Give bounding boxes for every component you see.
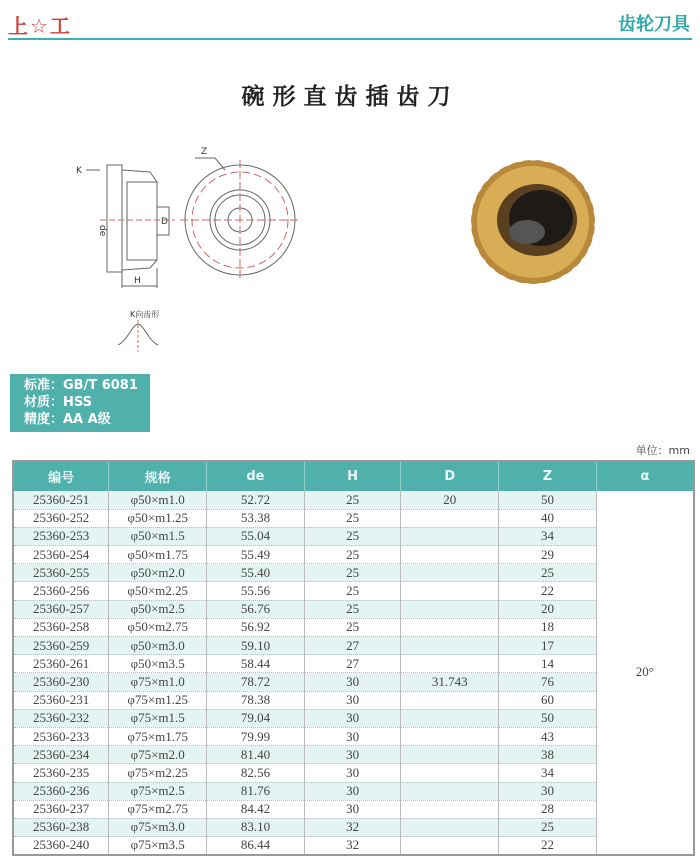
spec-box bbox=[10, 374, 150, 432]
table-cell: 25360-240 bbox=[13, 837, 109, 855]
table-cell: φ50×m2.25 bbox=[109, 582, 207, 600]
table-cell: 25 bbox=[304, 546, 401, 564]
table-cell: 79.04 bbox=[207, 709, 305, 727]
table-cell: 83.10 bbox=[207, 818, 305, 836]
table-cell: φ75×m2.25 bbox=[109, 764, 207, 782]
table-cell bbox=[401, 691, 499, 709]
table-cell: 31.743 bbox=[401, 673, 499, 691]
table-cell: 27 bbox=[304, 637, 401, 655]
table-cell: 32 bbox=[304, 818, 401, 836]
table-cell: 25360-257 bbox=[13, 600, 109, 618]
table-cell: 14 bbox=[499, 655, 597, 673]
table-row bbox=[13, 509, 694, 527]
table-cell: 25 bbox=[304, 582, 401, 600]
unit-label: 单位：mm bbox=[635, 444, 690, 457]
table-cell: φ75×m2.5 bbox=[109, 782, 207, 800]
table-cell: φ50×m1.25 bbox=[109, 509, 207, 527]
table-row bbox=[13, 709, 694, 727]
alpha-cell: 20° bbox=[596, 491, 694, 855]
label-de: de bbox=[97, 225, 107, 237]
table-row bbox=[13, 764, 694, 782]
label-k: K bbox=[76, 166, 82, 176]
table-cell: φ50×m1.5 bbox=[109, 527, 207, 545]
table-cell: 25360-233 bbox=[13, 727, 109, 745]
table-cell: φ75×m2.0 bbox=[109, 746, 207, 764]
table-cell: 50 bbox=[499, 491, 597, 509]
table-cell: φ50×m2.0 bbox=[109, 564, 207, 582]
table-cell: 25360-259 bbox=[13, 637, 109, 655]
table-row bbox=[13, 691, 694, 709]
table-row bbox=[13, 600, 694, 618]
table-cell bbox=[401, 709, 499, 727]
precision: 精度：AA A级 bbox=[24, 412, 111, 427]
page-title: 碗形直齿插齿刀 bbox=[241, 84, 459, 110]
table-cell: 79.99 bbox=[207, 727, 305, 745]
table-cell: 60 bbox=[499, 691, 597, 709]
table-cell: 25360-254 bbox=[13, 546, 109, 564]
table-cell: 25360-252 bbox=[13, 509, 109, 527]
table-cell: 78.38 bbox=[207, 691, 305, 709]
material: 材质：HSS bbox=[24, 395, 93, 410]
table-row bbox=[13, 746, 694, 764]
table-cell: 32 bbox=[304, 837, 401, 855]
table-cell: φ75×m1.5 bbox=[109, 709, 207, 727]
table-cell: 43 bbox=[499, 727, 597, 745]
category-title: 齿轮刀具 bbox=[618, 14, 690, 35]
table-cell: 25 bbox=[304, 509, 401, 527]
table-cell: φ75×m1.75 bbox=[109, 727, 207, 745]
table-cell: 25360-251 bbox=[13, 491, 109, 509]
header-divider bbox=[8, 38, 692, 40]
table-cell bbox=[401, 837, 499, 855]
table-row bbox=[13, 618, 694, 636]
table-cell: 30 bbox=[304, 764, 401, 782]
table-cell: 25 bbox=[499, 818, 597, 836]
table-cell: 81.76 bbox=[207, 782, 305, 800]
table-cell bbox=[401, 600, 499, 618]
table-cell: 25360-255 bbox=[13, 564, 109, 582]
table-row bbox=[13, 527, 694, 545]
table-cell: 25360-231 bbox=[13, 691, 109, 709]
table-cell: 84.42 bbox=[207, 800, 305, 818]
table-cell bbox=[401, 546, 499, 564]
table-cell: 18 bbox=[499, 618, 597, 636]
table-cell: φ50×m1.75 bbox=[109, 546, 207, 564]
table-cell: 25360-235 bbox=[13, 764, 109, 782]
table-cell: 25360-256 bbox=[13, 582, 109, 600]
table-cell: φ50×m2.5 bbox=[109, 600, 207, 618]
table-cell: 55.56 bbox=[207, 582, 305, 600]
table-cell: φ50×m3.5 bbox=[109, 655, 207, 673]
table-row bbox=[13, 800, 694, 818]
column-header: 规格 bbox=[109, 461, 207, 491]
table-cell: 50 bbox=[499, 709, 597, 727]
table-cell: 22 bbox=[499, 582, 597, 600]
table-cell bbox=[401, 782, 499, 800]
table-cell: 29 bbox=[499, 546, 597, 564]
table-cell: 56.76 bbox=[207, 600, 305, 618]
table-cell: 78.72 bbox=[207, 673, 305, 691]
table-cell: 22 bbox=[499, 837, 597, 855]
table-row bbox=[13, 637, 694, 655]
table-cell: 25360-230 bbox=[13, 673, 109, 691]
table-cell: φ75×m1.0 bbox=[109, 673, 207, 691]
table-cell bbox=[401, 818, 499, 836]
table-cell bbox=[401, 564, 499, 582]
table-cell: φ75×m3.5 bbox=[109, 837, 207, 855]
table-cell: 25360-253 bbox=[13, 527, 109, 545]
product-photo-gear-cutter bbox=[465, 150, 605, 290]
table-cell: 25360-258 bbox=[13, 618, 109, 636]
spec-table bbox=[12, 460, 695, 856]
table-cell: φ75×m1.25 bbox=[109, 691, 207, 709]
table-cell: 55.40 bbox=[207, 564, 305, 582]
table-row bbox=[13, 837, 694, 855]
table-cell: 30 bbox=[304, 709, 401, 727]
table-row bbox=[13, 673, 694, 691]
table-cell: φ50×m3.0 bbox=[109, 637, 207, 655]
table-cell: 34 bbox=[499, 527, 597, 545]
table-cell bbox=[401, 527, 499, 545]
table-cell: 28 bbox=[499, 800, 597, 818]
table-cell: 25360-236 bbox=[13, 782, 109, 800]
table-cell: 30 bbox=[304, 673, 401, 691]
table-row bbox=[13, 546, 694, 564]
table-cell: 30 bbox=[499, 782, 597, 800]
table-cell: 20 bbox=[499, 600, 597, 618]
table-row bbox=[13, 782, 694, 800]
table-cell: φ75×m2.75 bbox=[109, 800, 207, 818]
table-cell: 58.44 bbox=[207, 655, 305, 673]
table-cell: 30 bbox=[304, 782, 401, 800]
table-cell: 25 bbox=[304, 564, 401, 582]
standard: 标准：GB/T 6081 bbox=[24, 378, 138, 393]
table-cell: 82.56 bbox=[207, 764, 305, 782]
table-cell: 25 bbox=[304, 618, 401, 636]
table-cell: 25 bbox=[499, 564, 597, 582]
table-cell: 86.44 bbox=[207, 837, 305, 855]
table-cell: 34 bbox=[499, 764, 597, 782]
table-cell: 25360-238 bbox=[13, 818, 109, 836]
table-cell: 25360-237 bbox=[13, 800, 109, 818]
column-header: de bbox=[207, 461, 305, 491]
table-cell: 25360-261 bbox=[13, 655, 109, 673]
label-profile: K向齿形 bbox=[130, 310, 160, 319]
column-header: H bbox=[304, 461, 401, 491]
table-cell: 81.40 bbox=[207, 746, 305, 764]
table-cell bbox=[401, 582, 499, 600]
table-cell: 40 bbox=[499, 509, 597, 527]
label-d: D bbox=[161, 217, 168, 227]
table-cell: 25360-232 bbox=[13, 709, 109, 727]
table-cell: 56.92 bbox=[207, 618, 305, 636]
table-cell: 30 bbox=[304, 691, 401, 709]
table-cell: φ75×m3.0 bbox=[109, 818, 207, 836]
table-cell: φ50×m2.75 bbox=[109, 618, 207, 636]
column-header: 编号 bbox=[13, 461, 109, 491]
table-cell: 30 bbox=[304, 727, 401, 745]
table-cell bbox=[401, 618, 499, 636]
table-cell: 55.49 bbox=[207, 546, 305, 564]
table-cell: 55.04 bbox=[207, 527, 305, 545]
table-cell bbox=[401, 655, 499, 673]
column-header: α bbox=[596, 461, 694, 491]
table-cell: 38 bbox=[499, 746, 597, 764]
technical-drawing bbox=[60, 140, 320, 360]
table-cell bbox=[401, 800, 499, 818]
label-h: H bbox=[134, 276, 141, 286]
column-header: D bbox=[401, 461, 499, 491]
table-cell: 25 bbox=[304, 491, 401, 509]
label-z: Z bbox=[201, 147, 208, 157]
table-cell bbox=[401, 746, 499, 764]
table-cell bbox=[401, 637, 499, 655]
table-row bbox=[13, 818, 694, 836]
table-cell bbox=[401, 764, 499, 782]
table-cell: 17 bbox=[499, 637, 597, 655]
table-cell: 20 bbox=[401, 491, 499, 509]
table-row bbox=[13, 491, 694, 509]
table-cell: 52.72 bbox=[207, 491, 305, 509]
table-cell: 30 bbox=[304, 746, 401, 764]
table-row bbox=[13, 655, 694, 673]
table-cell: 25360-234 bbox=[13, 746, 109, 764]
column-header: Z bbox=[499, 461, 597, 491]
table-cell: 59.10 bbox=[207, 637, 305, 655]
table-cell: φ50×m1.0 bbox=[109, 491, 207, 509]
table-row bbox=[13, 727, 694, 745]
table-cell: 76 bbox=[499, 673, 597, 691]
table-cell: 30 bbox=[304, 800, 401, 818]
table-cell: 25 bbox=[304, 600, 401, 618]
table-row bbox=[13, 564, 694, 582]
brand-logo: 上☆工 bbox=[8, 14, 72, 38]
table-cell: 53.38 bbox=[207, 509, 305, 527]
table-row bbox=[13, 582, 694, 600]
table-cell bbox=[401, 727, 499, 745]
table-cell: 25 bbox=[304, 527, 401, 545]
table-cell bbox=[401, 509, 499, 527]
table-cell: 27 bbox=[304, 655, 401, 673]
